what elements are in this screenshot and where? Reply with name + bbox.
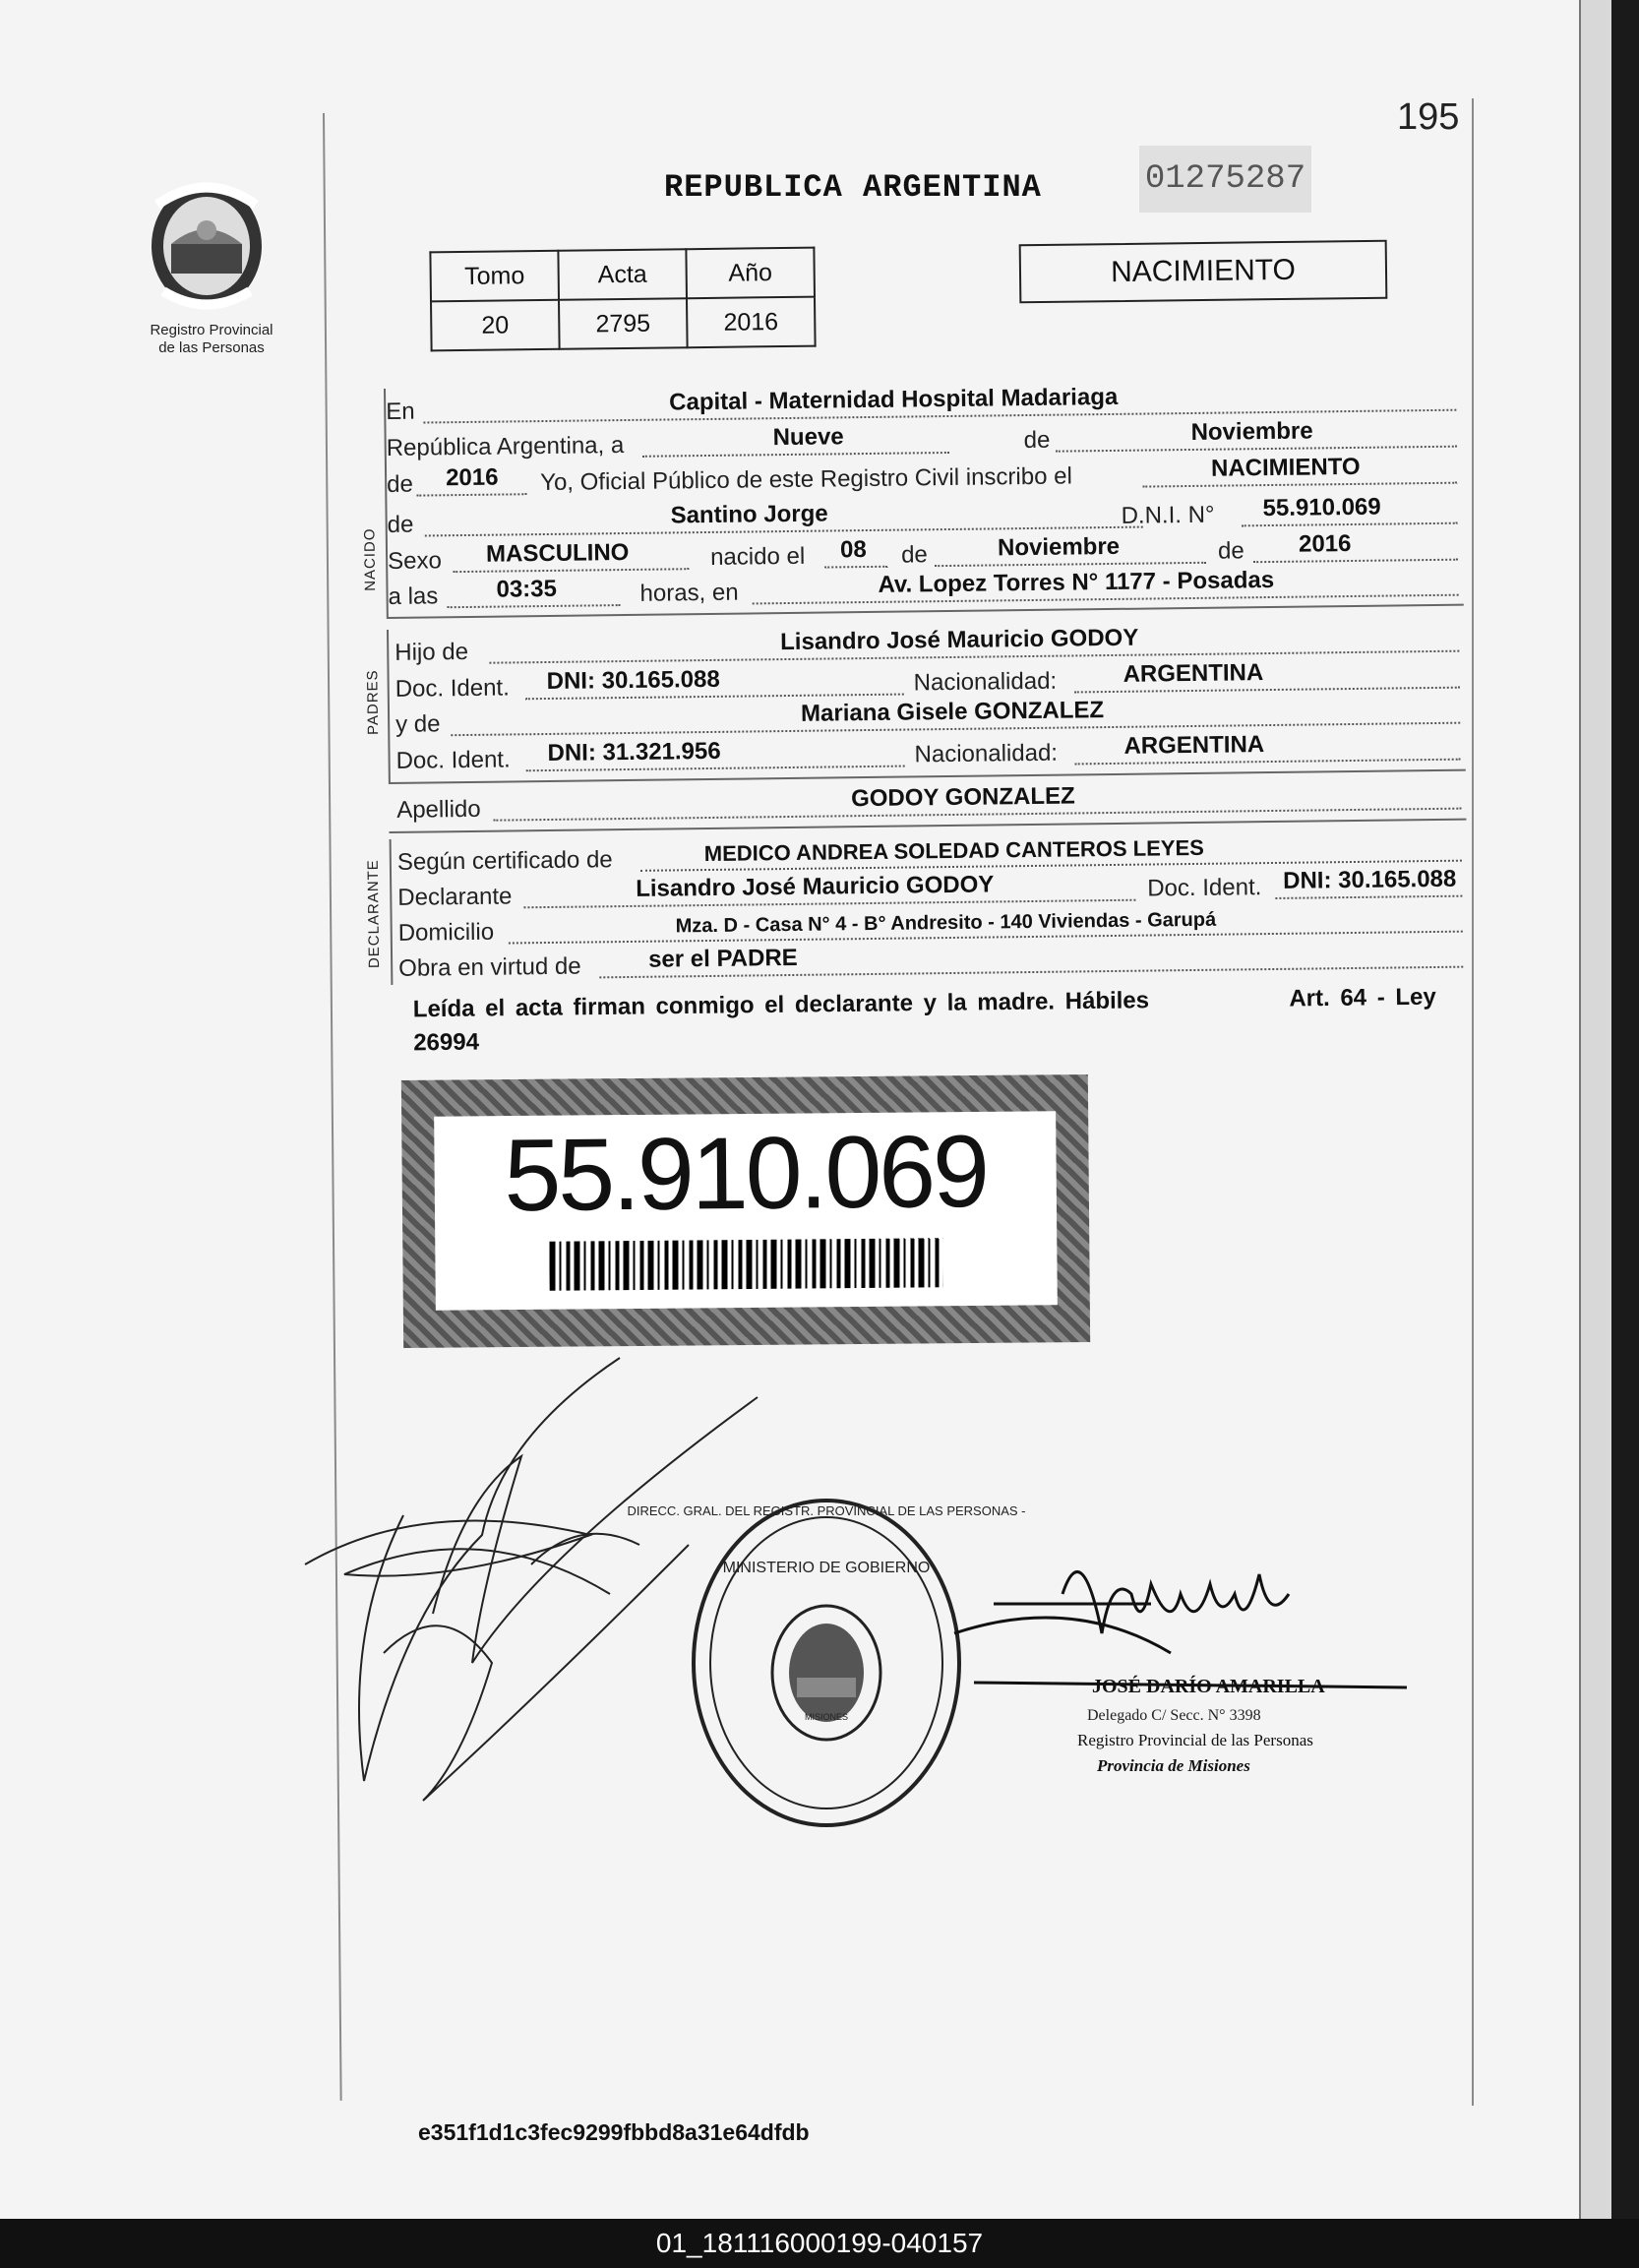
seal-ring-text: DIRECC. GRAL. DEL REGISTR. PROVINCIAL DE LAS PERSONAS - — [627, 1503, 1026, 1518]
place-value: Capital - Maternidad Hospital Madariaga — [669, 383, 1119, 416]
horas-label: horas, en — [639, 579, 739, 607]
dni-sticker-label — [434, 1111, 1058, 1311]
closing-article: Art. 64 - Ley — [1289, 983, 1436, 1012]
nacido-section-label: NACIDO — [361, 527, 380, 591]
obra-label: Obra en virtud de — [398, 952, 581, 982]
a-las-label: a las — [388, 582, 439, 610]
footer-id: 01_181116000199-040157 — [655, 2228, 984, 2258]
birth-address-value: Av. Lopez Torres N° 1177 - Posadas — [878, 566, 1275, 598]
mother-doc-value: DNI: 31.321.956 — [547, 737, 721, 766]
certificate-value: MEDICO ANDREA SOLEDAD CANTEROS LEYES — [703, 834, 1204, 867]
declarant-signature — [305, 1358, 758, 1801]
right-margin-rule — [1472, 98, 1474, 2106]
apellido-label: Apellido — [396, 795, 481, 824]
record-type-box: NACIMIENTO — [1019, 240, 1388, 304]
month-value: Noviembre — [1190, 417, 1313, 446]
official-registry: Registro Provincial de las Personas — [1077, 1731, 1313, 1749]
anio-value: 2016 — [687, 297, 816, 348]
page-edge — [1579, 0, 1611, 2219]
domicilio-label: Domicilio — [397, 918, 495, 947]
year-value: 2016 — [445, 463, 499, 492]
doc-ident-label-3: Doc. Ident. — [1147, 874, 1262, 902]
nacido-el-label: nacido el — [709, 542, 806, 571]
obra-value: ser el PADRE — [647, 944, 798, 973]
doc-ident-label: Doc. Ident. — [395, 674, 510, 703]
acta-header: Acta — [558, 249, 687, 300]
dni-label: D.N.I. N° — [1121, 501, 1215, 529]
dni-sticker — [401, 1074, 1090, 1348]
footer-bar — [0, 2219, 1639, 2268]
nacionalidad-label: Nacionalidad: — [913, 667, 1058, 697]
mother-nationality-value: ARGENTINA — [1123, 731, 1265, 760]
emblem-caption-line1: Registro Provincial — [150, 322, 273, 338]
declarant-name-value: Lisandro José Mauricio GODOY — [636, 871, 995, 902]
birth-day-value: 08 — [839, 536, 867, 564]
country-title: REPUBLICA ARGENTINA — [664, 169, 1042, 206]
signatures-and-stamp — [285, 1338, 1427, 1870]
mother-name-value: Mariana Gisele GONZALEZ — [800, 697, 1105, 727]
declarante-label: Declarante — [397, 883, 513, 911]
republica-label: República Argentina, a — [386, 432, 625, 461]
birth-time-value: 03:35 — [496, 575, 558, 603]
father-name-value: Lisandro José Mauricio GODOY — [780, 624, 1139, 656]
father-nationality-value: ARGENTINA — [1123, 659, 1264, 688]
sex-value: MASCULINO — [485, 538, 630, 568]
en-label: En — [386, 398, 415, 425]
official-name: JOSÉ DARÍO AMARILLA — [1092, 1676, 1325, 1697]
record-table-header — [430, 248, 815, 302]
emblem-caption-line2: de las Personas — [158, 339, 265, 356]
act-type-value: NACIMIENTO — [1210, 453, 1361, 482]
doc-ident-label-2: Doc. Ident. — [395, 746, 511, 774]
official-title: Delegado C/ Secc. N° 3398 — [1087, 1707, 1261, 1724]
province-emblem-icon — [146, 175, 269, 313]
emblem-caption — [128, 322, 295, 357]
seal-inner-text: MINISTERIO DE GOBIERNO — [722, 1560, 931, 1576]
child-dni-value: 55.910.069 — [1262, 493, 1381, 522]
child-name-value: Santino Jorge — [670, 500, 828, 529]
serial-number: 01275287 — [1139, 146, 1311, 213]
segun-label: Según certificado de — [396, 846, 613, 876]
father-doc-value: DNI: 30.165.088 — [546, 665, 720, 695]
hijo-de-label: Hijo de — [395, 638, 469, 666]
declarant-doc-value: DNI: 30.165.088 — [1283, 865, 1457, 894]
birth-month-value: Noviembre — [997, 532, 1121, 562]
de-label: de — [1023, 426, 1051, 455]
surname-value: GODOY GONZALEZ — [850, 782, 1075, 813]
tomo-header: Tomo — [430, 251, 559, 302]
declarante-section-label: DECLARANTE — [364, 859, 384, 969]
oficial-text: Yo, Oficial Público de este Registro Civil inscribo el — [540, 462, 1073, 497]
acta-value: 2795 — [559, 298, 688, 349]
de-label-3: de — [387, 511, 414, 538]
anio-header: Año — [686, 248, 815, 299]
official-signature — [954, 1572, 1407, 1688]
record-table — [429, 247, 816, 352]
tomo-value: 20 — [431, 300, 560, 351]
closing-statement — [413, 981, 1437, 1061]
dni-sticker-number: 55.910.069 — [503, 1114, 988, 1234]
barcode — [549, 1238, 942, 1290]
day-value: Nueve — [772, 423, 844, 452]
page-number: 195 — [1397, 96, 1460, 138]
address-value: Mza. D - Casa N° 4 - B° Andresito - 140 Viviendas - Garupá — [675, 908, 1217, 938]
birth-year-value: 2016 — [1298, 529, 1352, 558]
official-seal-stamp — [627, 1501, 1025, 1825]
record-table-values — [431, 297, 816, 351]
law-number: 26994 — [413, 1028, 480, 1057]
official-province: Provincia de Misiones — [1097, 1756, 1250, 1775]
sexo-label: Sexo — [387, 547, 443, 575]
closing-text: Leída el acta firman conmigo el declarante y la madre. Hábiles — [412, 987, 1150, 1023]
de-label-2: de — [387, 470, 414, 498]
document-hash: e351f1d1c3fec9299fbbd8a31e64dfdb — [418, 2119, 810, 2145]
y-de-label: y de — [395, 710, 441, 738]
de-label-4: de — [900, 541, 928, 569]
nacionalidad-label-2: Nacionalidad: — [914, 739, 1059, 768]
de-label-5: de — [1217, 537, 1244, 565]
padres-section-label: PADRES — [364, 669, 383, 736]
seal-center-text: MISIONES — [804, 1712, 849, 1722]
